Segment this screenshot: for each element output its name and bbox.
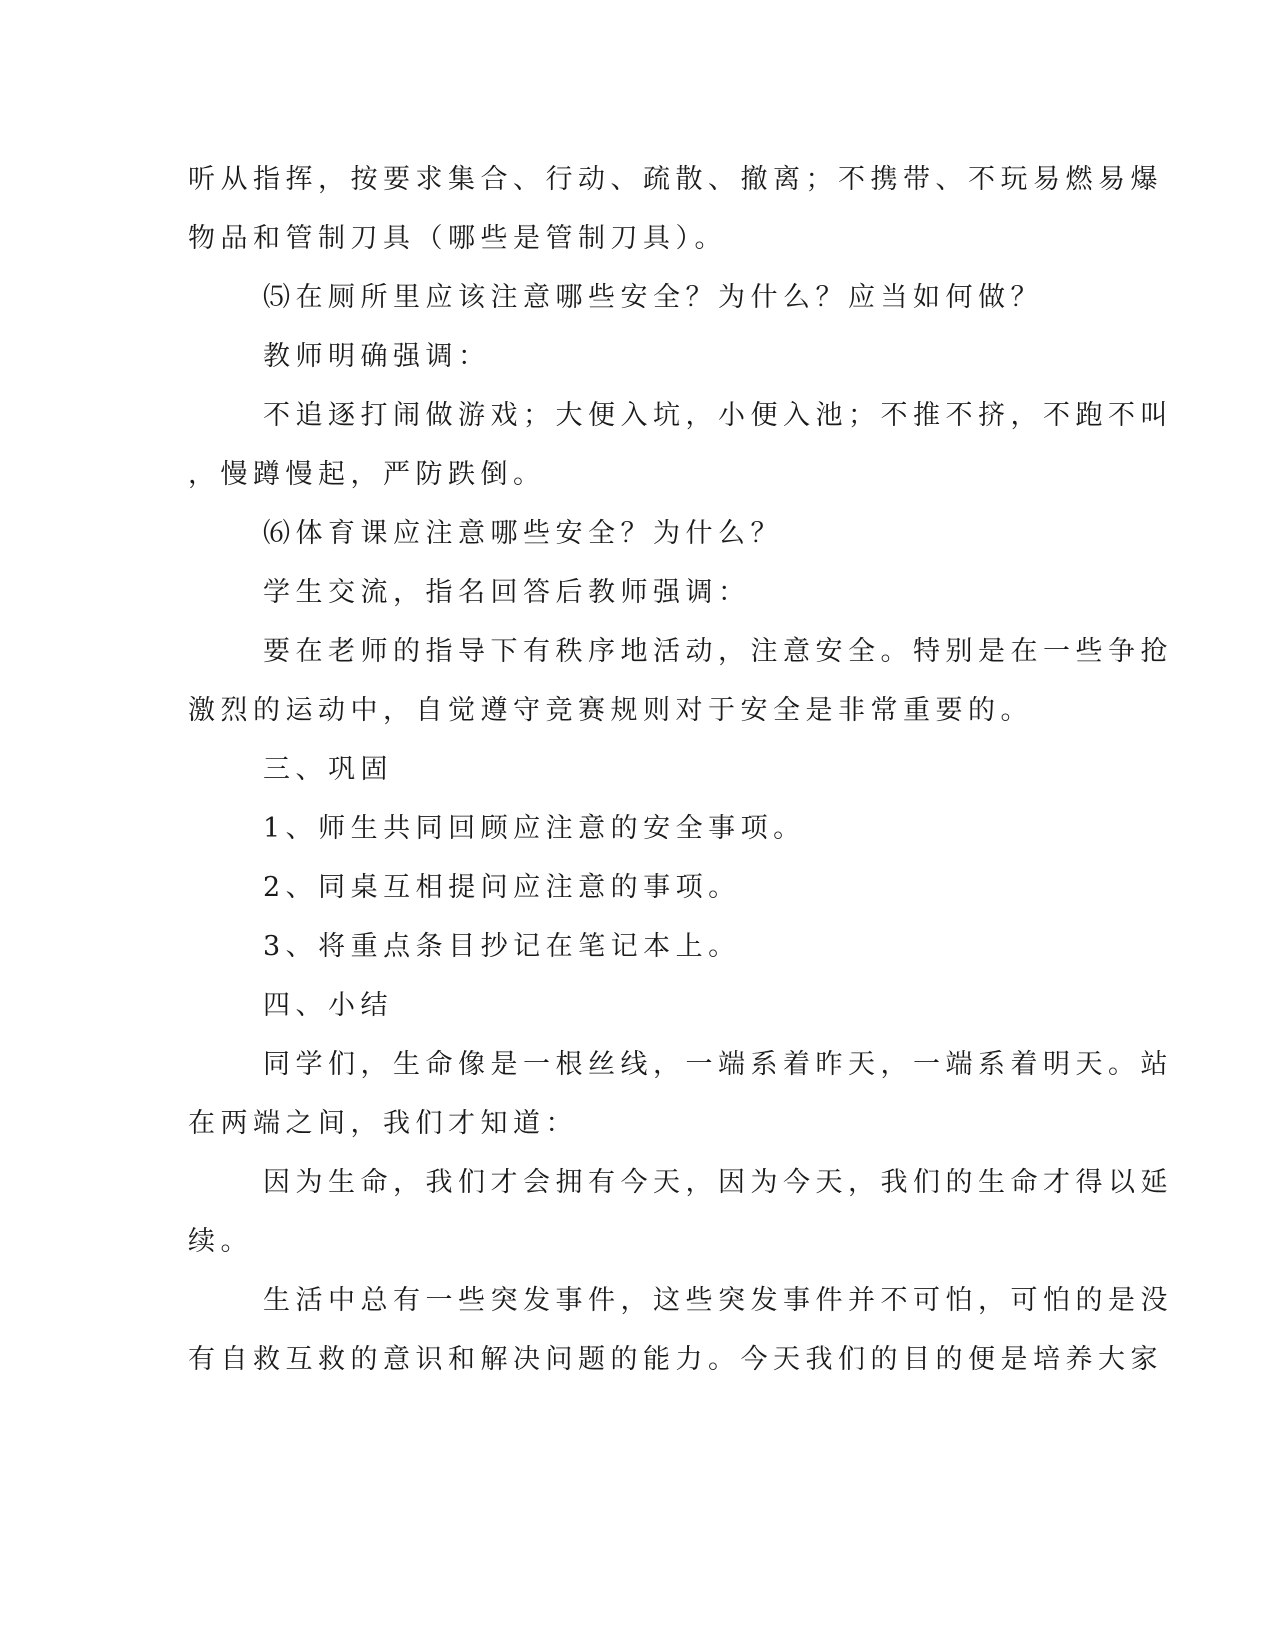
text-line: 教师明确强调： [263,341,491,372]
text-line: 物品和管制刀具（哪些是管制刀具）。 [188,223,727,254]
text-line: 听从指挥，按要求集合、行动、疏散、撤离；不携带、不玩易燃易爆 [188,164,1163,195]
text-line: 学生交流，指名回答后教师强调： [263,577,751,608]
text-line: 不追逐打闹做游戏；大便入坑，小便入池；不推不挤，不跑不叫 [263,400,1173,431]
text-line: 同学们，生命像是一根丝线，一端系着昨天，一端系着明天。站 [263,1049,1173,1080]
section-heading-consolidate: 三、巩固 [263,754,393,785]
text-line: 因为生命，我们才会拥有今天，因为今天，我们的生命才得以延 [263,1167,1173,1198]
text-line: 生活中总有一些突发事件，这些突发事件并不可怕，可怕的是没 [263,1285,1173,1316]
question-6: ⑹体育课应注意哪些安全？为什么？ [263,518,783,549]
question-5: ⑸在厕所里应该注意哪些安全？为什么？应当如何做？ [263,282,1043,313]
text-line: 有自救互救的意识和解决问题的能力。今天我们的目的便是培养大家 [188,1344,1163,1375]
text-line: ，慢蹲慢起，严防跌倒。 [188,459,546,490]
text-line: 在两端之间，我们才知道： [188,1108,578,1139]
list-item: 3、将重点条目抄记在笔记本上。 [263,931,741,962]
text-line: 续。 [188,1226,253,1257]
list-item: 2、同桌互相提问应注意的事项。 [263,872,741,903]
list-item: 1、师生共同回顾应注意的安全事项。 [263,813,806,844]
text-line: 要在老师的指导下有秩序地活动，注意安全。特别是在一些争抢 [263,636,1173,667]
section-heading-summary: 四、小结 [263,990,393,1021]
text-line: 激烈的运动中，自觉遵守竞赛规则对于安全是非常重要的。 [188,695,1033,726]
